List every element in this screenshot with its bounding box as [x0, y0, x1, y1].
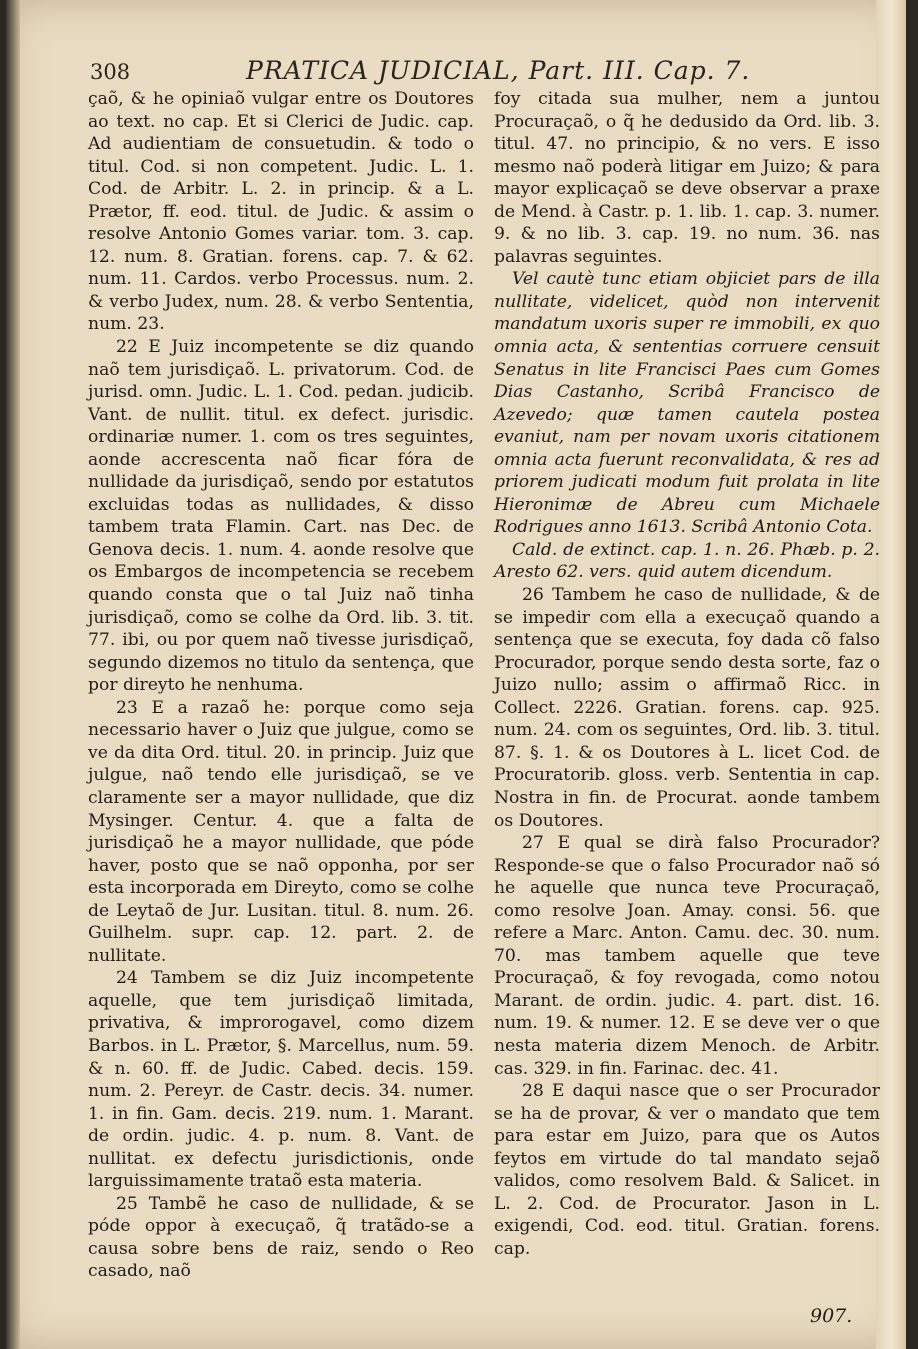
paragraph-24: 24 Tambem se diz Juiz incompetente aquelle, que tem jurisdiçaõ limitada, privativa, & improrogavel, como dizem Barbos. in L. Prætor, §. Marcellus, num. 59. & n. 60. ff. de Judic. Cabed. decis. 159. num. 2. Pereyr. de Castr. decis. 34. numer. 1. in fin. Gam. decis. 219. num. 1. Marant. de ordin. judic. 4. p. num. 8. Vant. de nullitat. ex defectu jurisdictionis, onde larguissimamente trataõ esta materia.	[88, 968, 474, 1192]
book-page	[6, 0, 906, 1349]
left-column	[88, 88, 474, 1283]
paragraph-continuation: çaõ, & he opiniaõ vulgar entre os Doutores ao text. no cap. Et si Clerici de Judic. cap. Ad audientiam de consuetudin. & todo o titul. Cod. si non competent. Judic. L. 1. Cod. de Arbitr. L. 2. in princip. & a L. Prætor, ff. eod. titul. de Judic. & assim o resolve Antonio Gomes variar. tom. 3. cap. 12. num. 8. Gratian. forens. cap. 7. & 62. num. 11. Cardos. verbo Processus. num. 2. & verbo Judex, num. 28. & verbo Sententia, num. 23.	[88, 89, 474, 335]
right-column	[494, 88, 880, 1260]
page-header	[86, 56, 866, 86]
latin-quotation: Vel cautè tunc etiam objiciet pars de illa nullitate, videlicet, quòd non intervenit mandatum uxoris super re immobili, ex quo omnia acta, & sententias corruere censuit Senatus in lite Francisci Paes cum Gomes Dias Castanho, Scribâ Francisco de Azevedo; quæ tamen cautela postea evaniut, nam per novam uxoris citationem omnia acta fuerunt reconvalidata, & res ad priorem judicati modum fuit prolata in lite Hieronimæ de Abreu cum Michaele Rodrigues anno 1613. Scribâ Antonio Cota.	[494, 269, 880, 538]
page-number: 308	[90, 60, 131, 84]
paragraph-continuation-right: foy citada sua mulher, nem a juntou Procuraçaõ, o q̃ he dedusido da Ord. lib. 3. titul. 47. no principio, & no vers. E isso mesmo naõ poderà litigar em Juizo; & para mayor explicaçaõ se deve observar a praxe de Mend. à Castr. p. 1. lib. 1. cap. 3. numer. 9. & no lib. 3. cap. 19. no num. 36. nas palavras seguintes.	[494, 89, 880, 267]
citation-note: Cald. de extinct. cap. 1. n. 26. Phæb. p. 2. Aresto 62. vers. quid autem dicendum.	[494, 539, 880, 583]
paragraph-25: 25 Tambẽ he caso de nullidade, & se póde oppor à execuçaõ, q̃ tratãdo-se a causa sobre bens de raiz, sendo o Reo casado, naõ	[88, 1193, 474, 1282]
page-edge	[876, 0, 906, 1349]
paragraph-28: 28 E daqui nasce que o ser Procurador se ha de provar, & ver o mandato que tem para estar em Juizo, para que os Autos feytos em virtude do tal mandato sejaõ validos, como resolvem Bald. & Salicet. in L. 2. Cod. de Procurator. Jason in L. exigendi, Cod. eod. titul. Gratian. forens. cap.	[494, 1081, 880, 1259]
paragraph-23: 23 E a razaõ he: porque como seja necessario haver o Juiz que julgue, como se ve da dita Ord. titul. 20. in princip. Juiz que julgue, naõ tendo elle jurisdiçaõ, se ve claramente ser a mayor nullidade, que diz Mysinger. Centur. 4. que a falta de jurisdiçaõ he a mayor nullidade, que póde haver, posto que se naõ opponha, por ser esta incorporada em Direyto, como se colhe de Leytaõ de Jur. Lusitan. titul. 8. num. 26. Guilhelm. supr. cap. 12. part. 2. de nullitate.	[88, 697, 474, 966]
paragraph-26: 26 Tambem he caso de nullidade, & de se impedir com ella a execuçaõ quando a sentença que se executa, foy dada cõ falso Procurador, porque sendo desta sorte, faz o Juizo nullo; assim o affirmaõ Ricc. in Collect. 2226. Gratian. forens. cap. 925. num. 24. com os seguintes, Ord. lib. 3. titul. 87. §. 1. & os Doutores à L. licet Cod. de Procuratorib. gloss. verb. Sententia in cap. Nostra in fin. de Procurat. aonde tambem os Doutores.	[494, 585, 880, 831]
binding-gutter	[6, 0, 20, 1349]
catchword: 907.	[810, 1305, 853, 1327]
running-head: PRATICA JUDICIAL, Part. III. Cap. 7.	[246, 56, 751, 85]
paragraph-27: 27 E qual se dirà falso Procurador? Responde-se que o falso Procurador naõ só he aquelle que nunca teve Procuraçaõ, como resolve Joan. Amay. consi. 56. que refere a Marc. Anton. Camu. dec. 30. num. 70. mas tambem aquelle que teve Procuraçaõ, & foy revogada, como notou Marant. de ordin. judic. 4. part. dist. 16. num. 19. & numer. 12. E se deve ver o que nesta materia dizem Menoch. de Arbitr. cas. 329. in fin. Farinac. dec. 41.	[494, 833, 880, 1079]
paragraph-22: 22 E Juiz incompetente se diz quando naõ tem jurisdiçaõ. L. privatorum. Cod. de jurisd. omn. Judic. L. 1. Cod. pedan. judicib. Vant. de nullit. titul. ex defect. jurisdic. ordinariæ numer. 1. com os tres seguintes, aonde accrescenta naõ ficar fóra de nullidade da jurisdiçaõ, sendo por estatutos excluidas todas as nullidades, & disso tambem trata Flamin. Cart. nas Dec. de Genova decis. 1. num. 4. aonde resolve que os Embargos de incompetencia se recebem quando consta que o tal Juiz naõ tinha jurisdiçaõ, como se colhe da Ord. lib. 3. tit. 77. ibi, ou por quem naõ tivesse jurisdiçaõ, segundo dizemos no titulo da sentença, que por direyto he nenhuma.	[88, 337, 474, 696]
